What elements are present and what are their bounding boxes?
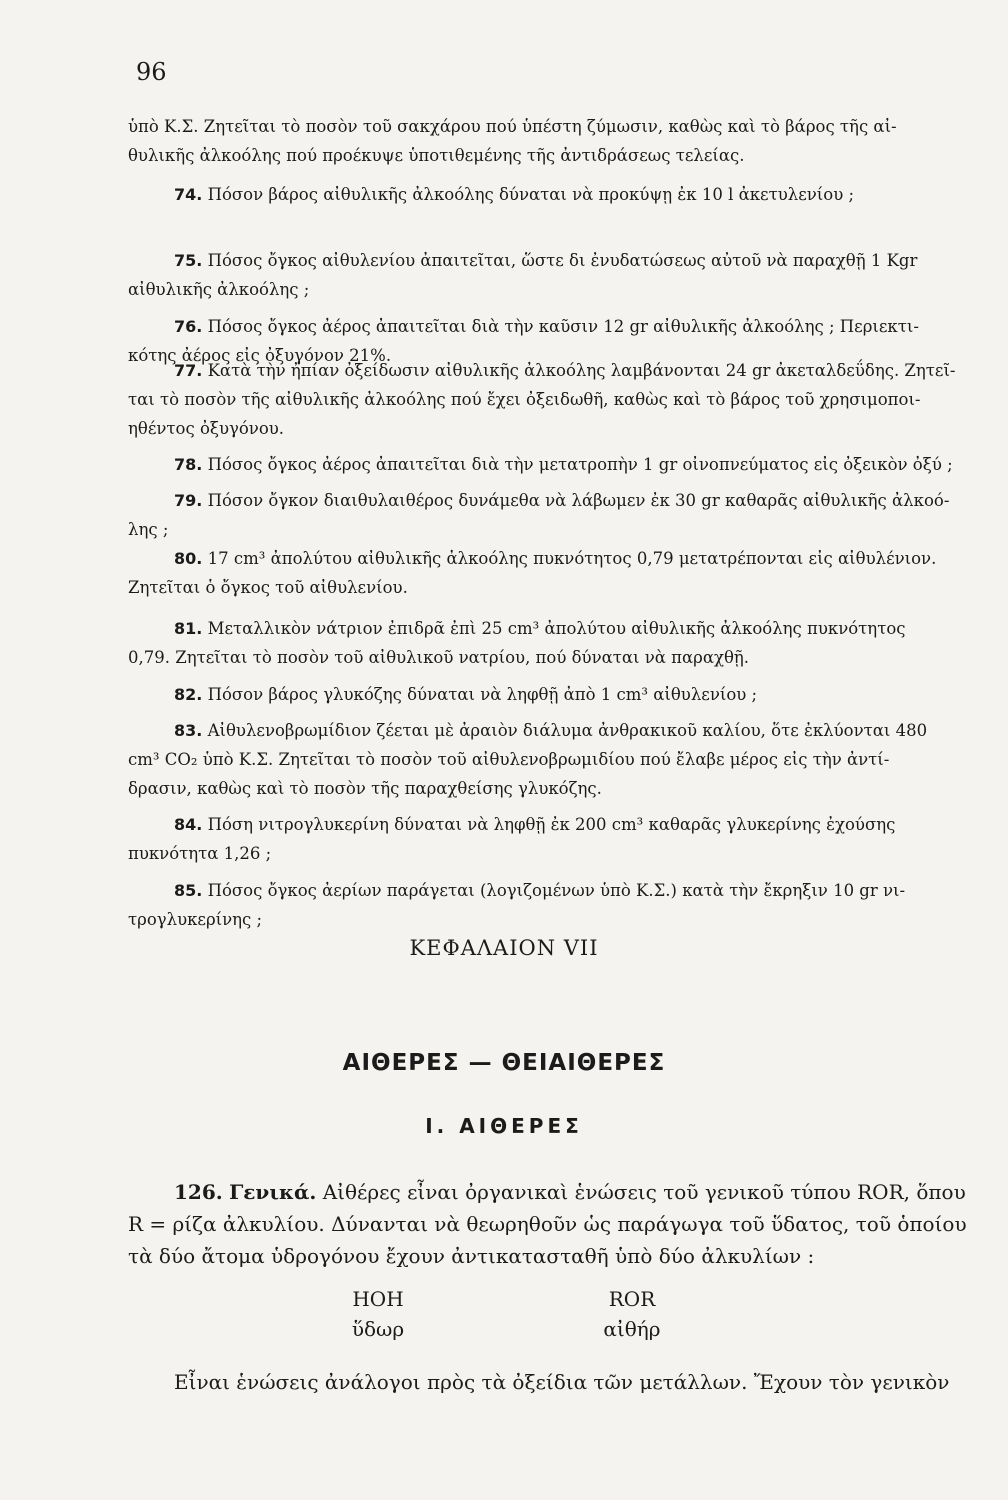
text-line: 0,79. Ζητεῖται τὸ ποσὸν τοῦ αἰθυλικοῦ νατρίου, πού δύναται νὰ παραχθῇ. bbox=[128, 648, 750, 667]
formula-water bbox=[318, 1284, 438, 1344]
problem-78 bbox=[128, 450, 988, 479]
problem-number: 84. bbox=[174, 815, 203, 834]
text-line: ὑπὸ Κ.Σ. Ζητεῖται τὸ ποσὸν τοῦ σακχάρου πού ὑπέστη ζύμωσιν, καθὼς καὶ τὸ βάρος τῆς αἰ- bbox=[128, 117, 897, 136]
problem-75 bbox=[128, 246, 988, 304]
text-line: Μεταλλικὸν νάτριον ἐπιδρᾶ ἐπὶ 25 cm³ ἀπολύτου αἰθυλικῆς ἀλκοόλης πυκνότητος bbox=[207, 619, 906, 638]
problem-number: 85. bbox=[174, 881, 203, 900]
chapter-label: ΚΕΦΑΛΑΙΟΝ VII bbox=[409, 936, 599, 960]
section-heading: Γενικά. bbox=[229, 1180, 317, 1204]
text-line: αἰθυλικῆς ἀλκοόλης ; bbox=[128, 280, 310, 299]
text-line: Εἶναι ἑνώσεις ἀνάλογοι πρὸς τὰ ὀξείδια τῶν μετάλλων. Ἔχουν τὸν γενικὸν bbox=[174, 1370, 950, 1394]
text-line: ται τὸ ποσὸν τῆς αἰθυλικῆς ἀλκοόλης πού ἔχει ὀξειδωθῆ, καθὼς καὶ τὸ βάρος τοῦ χρησιμοποι- bbox=[128, 390, 921, 409]
text-line: κότης ἀέρος εἰς ὀξυγόνον 21%. bbox=[128, 346, 392, 365]
text-line: πυκνότητα 1,26 ; bbox=[128, 844, 272, 863]
closing-paragraph bbox=[128, 1366, 988, 1398]
text-line: Κατὰ τὴν ἠπίαν ὀξείδωσιν αἰθυλικῆς ἀλκοόλης λαμβάνονται 24 gr ἀκεταλδεΰδης. Ζητεῖ- bbox=[207, 361, 956, 380]
text-line: λης ; bbox=[128, 520, 169, 539]
problem-number: 82. bbox=[174, 685, 203, 704]
text-line: ηθέντος ὀξυγόνου. bbox=[128, 419, 285, 438]
text-line: Αἰθέρες εἶναι ὀργανικαὶ ἑνώσεις τοῦ γενικοῦ τύπου ROR, ὅπου bbox=[322, 1180, 966, 1204]
text-line: θυλικῆς ἀλκοόλης πού προέκυψε ὑποτιθεμένης τῆς ἀντιδράσεως τελείας. bbox=[128, 146, 745, 165]
text-line: Πόσος ὄγκος ἀέρος ἀπαιτεῖται διὰ τὴν καῦσιν 12 gr αἰθυλικῆς ἀλκοόλης ; Περιεκτι- bbox=[207, 317, 919, 336]
text-line: 17 cm³ ἀπολύτου αἰθυλικῆς ἀλκοόλης πυκνότητος 0,79 μετατρέπονται εἰς αἰθυλένιον. bbox=[207, 549, 937, 568]
formula-ether bbox=[572, 1284, 692, 1344]
problem-number: 74. bbox=[174, 185, 203, 204]
text-line: Πόσον βάρος γλυκόζης δύναται νὰ ληφθῇ ἀπὸ 1 cm³ αἰθυλενίου ; bbox=[207, 685, 758, 704]
problem-number: 75. bbox=[174, 251, 203, 270]
text-line: τρογλυκερίνης ; bbox=[128, 910, 263, 929]
text-line: Πόση νιτρογλυκερίνη δύναται νὰ ληφθῇ ἐκ 200 cm³ καθαρᾶς γλυκερίνης ἐχούσης bbox=[207, 815, 896, 834]
problem-77 bbox=[128, 356, 988, 443]
text-line: δρασιν, καθὼς καὶ τὸ ποσὸν τῆς παραχθείσης γλυκόζης. bbox=[128, 779, 602, 798]
formula-name: αἰθήρ bbox=[603, 1317, 661, 1341]
text-line: Ζητεῖται ὁ ὄγκος τοῦ αἰθυλενίου. bbox=[128, 578, 408, 597]
chapter-title: ΑΙΘΕΡΕΣ — ΘΕΙΑΙΘΕΡΕΣ bbox=[342, 1050, 666, 1076]
section-title: I. ΑΙΘΕΡΕΣ bbox=[425, 1114, 583, 1138]
formula-text: HOH bbox=[352, 1287, 404, 1311]
text-line: cm³ CO₂ ὑπὸ Κ.Σ. Ζητεῖται τὸ ποσὸν τοῦ αἰθυλενοβρωμιδίου πού ἔλαβε μέρος εἰς τὴν ἀντί- bbox=[128, 750, 890, 769]
problem-85 bbox=[128, 876, 988, 934]
text-line: R = ρίζα ἀλκυλίου. Δύνανται νὰ θεωρηθοῦν ὡς παράγωγα τοῦ ὕδατος, τοῦ ὁποίου bbox=[128, 1212, 967, 1236]
section-126-paragraph bbox=[128, 1176, 988, 1272]
intro-paragraph bbox=[128, 112, 988, 170]
problem-number: 79. bbox=[174, 491, 203, 510]
problem-number: 78. bbox=[174, 455, 203, 474]
page-number: 96 bbox=[136, 58, 167, 86]
text-line: Πόσος ὄγκος ἀέρος ἀπαιτεῖται διὰ τὴν μετατροπὴν 1 gr οἰνοπνεύματος εἰς ὀξεικὸν ὀξύ ; bbox=[207, 455, 953, 474]
problem-84 bbox=[128, 810, 988, 868]
text-line: Πόσος ὄγκος αἰθυλενίου ἀπαιτεῖται, ὥστε δι ἐνυδατώσεως αὐτοῦ νὰ παραχθῇ 1 Kgr bbox=[207, 251, 918, 270]
text-line: Πόσος ὄγκος ἀερίων παράγεται (λογιζομένων ὑπὸ Κ.Σ.) κατὰ τὴν ἔκρηξιν 10 gr νι- bbox=[207, 881, 906, 900]
text-line: Αἰθυλενοβρωμίδιον ζέεται μὲ ἀραιὸν διάλυμα ἀνθρακικοῦ καλίου, ὅτε ἐκλύονται 480 bbox=[207, 721, 928, 740]
formula-name: ὕδωρ bbox=[351, 1317, 405, 1341]
problem-number: 81. bbox=[174, 619, 203, 638]
problem-80 bbox=[128, 544, 988, 602]
problem-81 bbox=[128, 614, 988, 672]
section-number: 126. bbox=[174, 1180, 223, 1204]
text-line: τὰ δύο ἄτομα ὑδρογόνου ἔχουν ἀντικατασταθῆ ὑπὸ δύο ἀλκυλίων : bbox=[128, 1244, 815, 1268]
problem-74 bbox=[128, 180, 988, 209]
text-line: Πόσον ὄγκον διαιθυλαιθέρος δυνάμεθα νὰ λάβωμεν ἐκ 30 gr καθαρᾶς αἰθυλικῆς ἀλκοό- bbox=[207, 491, 950, 510]
problem-79 bbox=[128, 486, 988, 544]
problem-number: 76. bbox=[174, 317, 203, 336]
problem-number: 83. bbox=[174, 721, 203, 740]
problem-82 bbox=[128, 680, 988, 709]
problem-number: 80. bbox=[174, 549, 203, 568]
problem-number: 77. bbox=[174, 361, 203, 380]
text-line: Πόσον βάρος αἰθυλικῆς ἀλκοόλης δύναται νὰ προκύψῃ ἐκ 10 l ἀκετυλενίου ; bbox=[207, 185, 855, 204]
formula-text: ROR bbox=[608, 1287, 656, 1311]
problem-83 bbox=[128, 716, 988, 803]
